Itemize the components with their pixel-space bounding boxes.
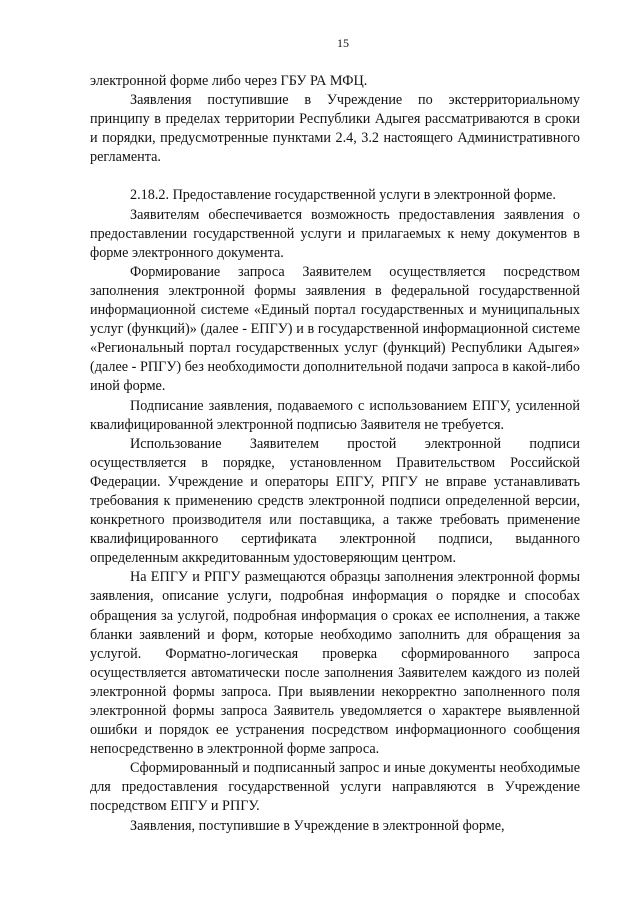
paragraph-continuation: электронной форме либо через ГБУ РА МФЦ. [90,73,368,89]
paragraph-request-formation: Формирование запроса Заявителем осуществляется посредством заполнения электронной формы заявления в федеральной государственной информационной системе «Единый портал государственных и муниципальных услуг (функций)» (далее - ЕПГУ) и в государственной информационной системе «Региональный портал государственных услуг (функций) Республики Адыгея» (далее - РПГУ) без необходимости дополнительной подачи запроса в какой-либо иной форме. [90,263,580,395]
paragraph-electronic-applications: Заявления, поступившие в Учреждение в электронной форме, [130,817,505,834]
paragraph-signature-not-required: Подписание заявления, подаваемого с использованием ЕПГУ, усиленной квалифицированной электронной подписью Заявителя не требуется. [90,397,580,433]
document-page [90,36,580,836]
page-number: 15 [337,36,349,50]
section-heading-2-18-2: 2.18.2. Предоставление государственной услуги в электронной форме. [130,187,556,204]
paragraph-extraterritorial: Заявления поступившие в Учреждение по экстерриториальному принципу в пределах территории Республики Адыгея рассматриваются в сроки и порядки, предусмотренные пунктами 2.4, 3.2 настоящего Административного регламента. [90,92,580,166]
paragraph-gap [90,167,580,186]
paragraph-simple-signature: Использование Заявителем простой электронной подписи осуществляется в порядке, установленном Правительством Российской Федерации. Учреждение и операторы ЕПГУ, РПГУ не вправе устанавливать требования к применению средств электронной подписи определенной версии, конкретного производителя или поставщика, а также требовать применение квалифицированного сертификата электронной подписи, выданного определенным аккредитованным удостоверяющим центром. [90,435,580,567]
paragraph-portal-samples: На ЕПГУ и РПГУ размещаются образцы заполнения электронной формы заявления, описание услуги, подробная информация о порядке и способах обращения за услугой, подробная информация о сроках ее исполнения, а также бланки заявлений и форм, которые необходимо заполнить для обращения за услугой. Форматно-логическая проверка сформированного запроса осуществляется автоматически после заполнения Заявителем каждого из полей электронной формы запроса. При выявлении некорректно заполненного поля электронной формы запроса Заявитель уведомляется о характере выявленной ошибки и порядок ее устранения посредством информационного сообщения непосредственно в электронной форме запроса. [90,569,580,758]
paragraph-request-sent: Сформированный и подписанный запрос и иные документы необходимые для предоставления государственной услуги направляются в Учреждение посредством ЕПГУ и РПГУ. [90,760,580,815]
paragraph-applicant-opportunity: Заявителям обеспечивается возможность предоставления заявления о предоставлении государственной услуги и прилагаемых к нему документов в форме электронного документа. [90,206,580,261]
